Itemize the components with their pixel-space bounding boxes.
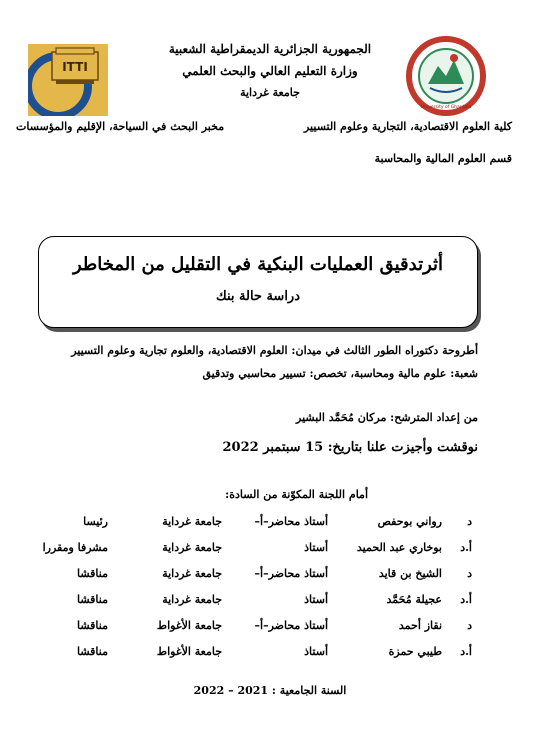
lab-logo-text: ITTI xyxy=(62,60,88,74)
member-degree: د xyxy=(467,567,472,580)
member-role: مناقشا xyxy=(77,593,108,606)
committee-member-row xyxy=(0,619,540,639)
committee-member-row xyxy=(0,645,540,665)
member-role: رئيسا xyxy=(83,515,108,528)
title-box xyxy=(38,236,478,328)
committee-member-row xyxy=(0,593,540,613)
member-rank: أستاذ xyxy=(304,541,328,554)
member-name: بوخاري عبد الحميد xyxy=(356,541,442,554)
member-name: رواني بوحفص xyxy=(377,515,442,528)
member-role: مناقشا xyxy=(77,645,108,658)
thesis-subtitle: دراسة حالة بنك xyxy=(215,289,301,304)
lab-logo-graphic xyxy=(28,44,108,116)
committee-heading: أمام اللجنة المكوّنة من السادة: xyxy=(225,488,368,501)
member-degree: أ.د xyxy=(460,541,472,554)
member-name: الشيخ بن قايد xyxy=(378,567,442,580)
member-university: جامعة الأغواط xyxy=(156,645,222,658)
committee-member-row xyxy=(0,515,540,535)
ministry-heading: وزارة التعليم العالي والبحث العلمي xyxy=(182,64,358,78)
member-degree: د xyxy=(467,619,472,632)
thesis-branch-line: شعبة: علوم مالية ومحاسبة، تخصص: تسيير محاسبي وتدقيق xyxy=(202,367,478,380)
member-university: جامعة غرداية xyxy=(162,515,222,528)
defense-date-line: نوقشت وأجيزت علنا بتاريخ: 15 سبتمبر 2022 xyxy=(222,440,478,455)
member-role: مناقشا xyxy=(77,567,108,580)
member-university: جامعة غرداية xyxy=(162,567,222,580)
thesis-field-line: أطروحة دكتوراه الطور الثالث في ميدان: العلوم الاقتصادية، والعلوم تجارية وعلوم التسيير xyxy=(71,344,478,357)
member-rank: أستاذ محاضر–أ– xyxy=(254,567,328,580)
member-rank: أستاذ محاضر–أ– xyxy=(254,515,328,528)
lab-name: مخبر البحث في السياحة، الإقليم والمؤسسات xyxy=(16,120,225,133)
member-degree: أ.د xyxy=(460,593,472,606)
member-degree: أ.د xyxy=(460,645,472,658)
member-role: مشرفا ومقررا xyxy=(42,541,108,554)
lab-logo xyxy=(28,44,108,116)
member-role: مناقشا xyxy=(77,619,108,632)
member-university: جامعة الأغواط xyxy=(156,619,222,632)
department-name: قسم العلوم المالية والمحاسبة xyxy=(374,152,512,165)
university-seal-text: University of Ghardaia xyxy=(420,105,472,110)
member-university: جامعة غرداية xyxy=(162,593,222,606)
committee-member-row xyxy=(0,567,540,587)
member-degree: د xyxy=(467,515,472,528)
member-rank: أستاذ xyxy=(304,593,328,606)
university-heading: جامعة غرداية xyxy=(240,86,300,99)
member-name: نقاز أحمد xyxy=(398,619,442,632)
member-name: طيبي حمزة xyxy=(388,645,442,658)
member-rank: أستاذ xyxy=(304,645,328,658)
thesis-title: أثرتدقيق العمليات البنكية في التقليل من المخاطر xyxy=(72,254,444,275)
candidate-line: من إعداد المترشح: مركان مُحَمَّد البشير xyxy=(296,411,478,424)
member-name: عجيلة مُحَمَّد xyxy=(386,593,442,606)
member-rank: أستاذ محاضر–أ– xyxy=(254,619,328,632)
member-university: جامعة غرداية xyxy=(162,541,222,554)
committee-member-row xyxy=(0,541,540,561)
academic-year: السنة الجامعية : 2021 – 2022 xyxy=(193,684,347,697)
republic-heading: الجمهورية الجزائرية الديمقراطية الشعبية xyxy=(168,42,372,56)
faculty-name: كلية العلوم الاقتصادية، التجارية وعلوم التسيير xyxy=(303,120,512,133)
